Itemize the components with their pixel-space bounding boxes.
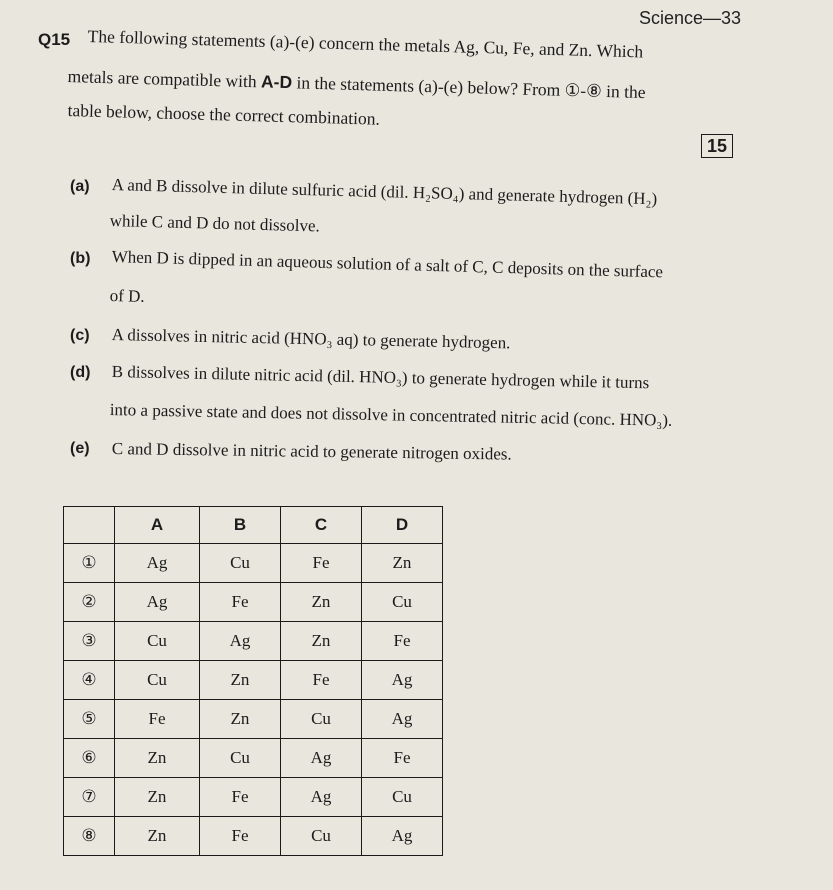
cell-d: Ag <box>362 700 443 739</box>
table-row <box>64 544 443 583</box>
choice-table <box>63 506 443 856</box>
choice-number: ① <box>64 544 115 583</box>
statement-line: B dissolves in dilute nitric acid (dil. HNO₃) to generate hydrogen while it turns <box>111 362 650 393</box>
question-intro-line-3: table below, choose the correct combination. <box>67 100 381 129</box>
cell-a: Zn <box>115 778 200 817</box>
answer-box: 15 <box>701 134 733 158</box>
statement-label: (e) <box>70 440 90 457</box>
header-cell-a: A <box>115 507 200 544</box>
table-header-row <box>64 507 443 544</box>
page-number: Science—33 <box>638 8 741 28</box>
statement-line: while C and D do not dissolve. <box>109 211 321 236</box>
table-row <box>64 739 443 778</box>
cell-b: Fe <box>200 778 281 817</box>
cell-b: Zn <box>200 700 281 739</box>
cell-c: Zn <box>281 583 362 622</box>
cell-b: Ag <box>200 622 281 661</box>
cell-a: Ag <box>115 583 200 622</box>
cell-a: Ag <box>115 544 200 583</box>
table-row <box>64 661 443 700</box>
cell-b: Fe <box>200 817 281 856</box>
cell-a: Fe <box>115 700 200 739</box>
header-cell-blank <box>64 507 115 544</box>
statement-line: A and B dissolve in dilute sulfuric acid (dil. H₂SO₄) and generate hydrogen (H₂) <box>111 175 658 209</box>
cell-d: Cu <box>362 583 443 622</box>
cell-b: Cu <box>200 544 281 583</box>
header-cell-c: C <box>281 507 362 544</box>
header-cell-d: D <box>362 507 443 544</box>
statement-label: (b) <box>70 250 91 267</box>
cell-d: Ag <box>362 661 443 700</box>
cell-c: Zn <box>281 622 362 661</box>
statement-label: (c) <box>70 327 90 344</box>
cell-d: Zn <box>362 544 443 583</box>
choice-number: ⑦ <box>64 778 115 817</box>
table-row <box>64 817 443 856</box>
choice-number: ② <box>64 583 115 622</box>
cell-c: Cu <box>281 817 362 856</box>
statement-line: of D. <box>109 286 145 306</box>
cell-b: Cu <box>200 739 281 778</box>
intro-line-2-post: in the statements (a)-(e) below? From ①-⑧ in the <box>291 72 646 103</box>
choice-number: ⑤ <box>64 700 115 739</box>
table-row <box>64 778 443 817</box>
header-cell-b: B <box>200 507 281 544</box>
intro-line-2-pre: metals are compatible with <box>67 66 262 92</box>
statement-line: C and D dissolve in nitric acid to generate nitrogen oxides. <box>111 439 512 464</box>
choice-number: ⑥ <box>64 739 115 778</box>
cell-c: Ag <box>281 778 362 817</box>
cell-c: Fe <box>281 544 362 583</box>
cell-a: Cu <box>115 661 200 700</box>
cell-a: Cu <box>115 622 200 661</box>
cell-d: Fe <box>362 739 443 778</box>
cell-a: Zn <box>115 739 200 778</box>
choice-number: ④ <box>64 661 115 700</box>
statement-line: into a passive state and does not dissolve in concentrated nitric acid (conc. HNO₃). <box>109 400 673 430</box>
cell-c: Ag <box>281 739 362 778</box>
intro-line-2-bold: A-D <box>260 71 293 93</box>
table-row <box>64 700 443 739</box>
question-intro-line-2 <box>67 66 645 103</box>
choice-number: ③ <box>64 622 115 661</box>
statement-label: (a) <box>70 178 90 195</box>
statement-line: When D is dipped in an aqueous solution of a salt of C, C deposits on the surface <box>111 247 664 282</box>
table-row <box>64 622 443 661</box>
cell-c: Fe <box>281 661 362 700</box>
cell-c: Cu <box>281 700 362 739</box>
cell-d: Cu <box>362 778 443 817</box>
cell-d: Fe <box>362 622 443 661</box>
question-number: Q15 <box>38 30 71 49</box>
cell-b: Zn <box>200 661 281 700</box>
table-row <box>64 583 443 622</box>
cell-d: Ag <box>362 817 443 856</box>
choice-number: ⑧ <box>64 817 115 856</box>
statement-line: A dissolves in nitric acid (HNO₃ aq) to generate hydrogen. <box>111 325 511 353</box>
question-intro-line-1: The following statements (a)-(e) concern the metals Ag, Cu, Fe, and Zn. Which <box>87 26 644 62</box>
statement-label: (d) <box>70 364 91 381</box>
cell-a: Zn <box>115 817 200 856</box>
cell-b: Fe <box>200 583 281 622</box>
